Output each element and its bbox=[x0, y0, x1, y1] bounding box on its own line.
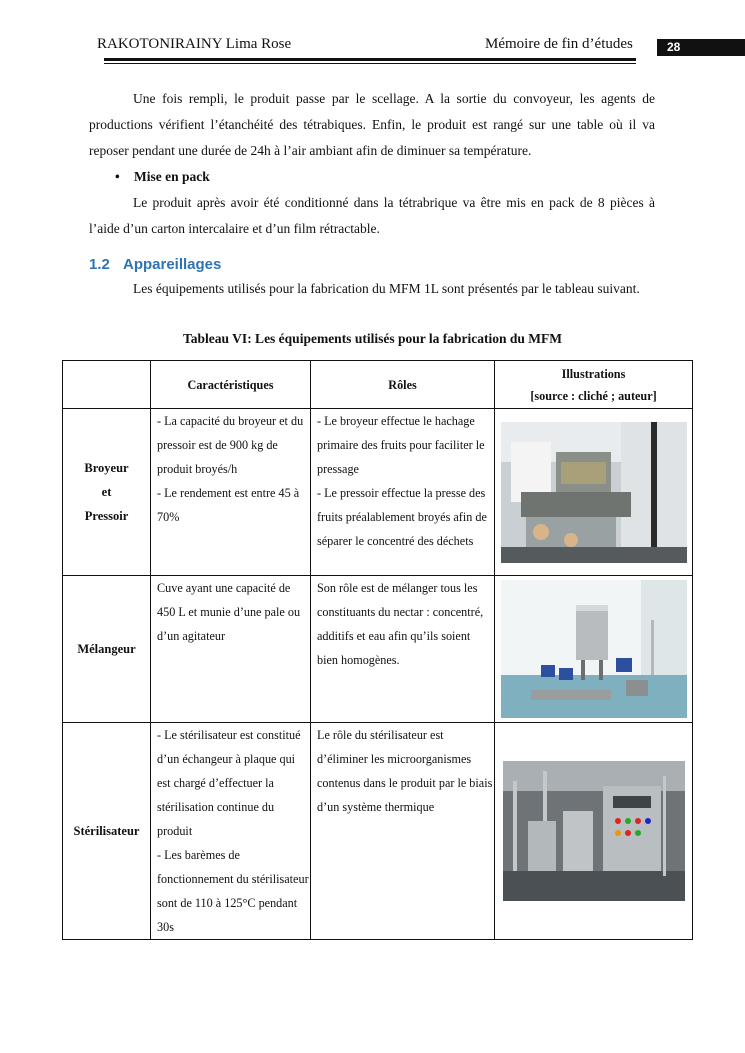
bullet-label: Mise en pack bbox=[134, 169, 210, 184]
bullet-dot: • bbox=[115, 169, 120, 184]
characteristics-item: - La capacité du broyeur et du pressoir est de 900 kg de produit broyés/h bbox=[157, 414, 304, 476]
bullet-mise-en-pack bbox=[115, 164, 210, 190]
row-name-line: et bbox=[101, 485, 112, 499]
roles-item: Son rôle est de mélanger tous les constituants du nectar : concentré, additifs et eau afin qu’ils soient bien homogènes. bbox=[317, 581, 484, 667]
illustration-cell-broyeur-pressoir bbox=[495, 409, 693, 576]
header-rule-thin bbox=[104, 63, 636, 64]
header-rule bbox=[104, 58, 636, 61]
characteristics-item: - Les barèmes de fonctionnement du stérilisateur sont de 110 à 125°C pendant 30s bbox=[157, 848, 309, 934]
paragraph-sealing: Une fois rempli, le produit passe par le scellage. A la sortie du convoyeur, les agents de productions vérifient l’étanchéité des tétrabiques. Enfin, le produit est rangé sur une table où il va reposer pendant une durée de 24h à l’air ambiant afin de diminuer sa température. bbox=[89, 91, 655, 158]
row-name-broyeur-pressoir bbox=[63, 409, 151, 576]
header-illustrations-label: Illustrations bbox=[561, 366, 626, 381]
characteristics-melangeur bbox=[151, 576, 311, 723]
section-number: 1.2 bbox=[89, 256, 110, 273]
page-number: 28 bbox=[657, 39, 745, 56]
section-title: Appareillages bbox=[123, 256, 222, 273]
row-name-sterilisateur bbox=[63, 723, 151, 940]
photo-sterilisateur bbox=[503, 761, 685, 901]
roles-sterilisateur bbox=[311, 723, 495, 940]
photo-melangeur bbox=[501, 580, 687, 718]
roles-melangeur bbox=[311, 576, 495, 723]
paragraph-packing: Le produit après avoir été conditionné dans la tétrabrique va être mis en pack de 8 pièces à l’aide d’un carton intercalaire et d’un film rétractable. bbox=[89, 195, 655, 236]
row-name-line: Stérilisateur bbox=[73, 824, 140, 838]
characteristics-item: - Le stérilisateur est constitué d’un échangeur à plaque qui est chargé d’effectuer la stérilisation continue du produit bbox=[157, 728, 301, 838]
header-illustrations bbox=[495, 361, 693, 409]
roles-item: Le rôle du stérilisateur est d’éliminer les microorganismes contenus dans le produit par le biais d’un système thermique bbox=[317, 728, 493, 814]
row-name-melangeur bbox=[63, 576, 151, 723]
row-name-line: Mélangeur bbox=[77, 642, 136, 656]
table-caption: Tableau VI: Les équipements utilisés pour la fabrication du MFM bbox=[183, 331, 562, 346]
characteristics-item: Cuve ayant une capacité de 450 L et munie d’une pale ou d’un agitateur bbox=[157, 581, 301, 643]
section-heading bbox=[89, 256, 221, 273]
paragraph-equipment-intro: Les équipements utilisés pour la fabrication du MFM 1L sont présentés par le tableau suivant. bbox=[133, 281, 640, 296]
characteristics-item: - Le rendement est entre 45 à 70% bbox=[157, 486, 300, 524]
characteristics-sterilisateur bbox=[151, 723, 311, 940]
roles-broyeur-pressoir bbox=[311, 409, 495, 576]
row-name-line: Pressoir bbox=[84, 509, 129, 523]
header-empty-cell bbox=[63, 361, 151, 409]
illustration-cell-melangeur bbox=[495, 576, 693, 723]
roles-item: - Le broyeur effectue le hachage primaire des fruits pour faciliter le pressage bbox=[317, 414, 485, 476]
illustration-cell-sterilisateur bbox=[495, 723, 693, 940]
header-roles: Rôles bbox=[311, 361, 495, 409]
header-characteristics: Caractéristiques bbox=[151, 361, 311, 409]
characteristics-broyeur-pressoir bbox=[151, 409, 311, 576]
header-author: RAKOTONIRAINY Lima Rose bbox=[97, 36, 292, 52]
row-name-line: Broyeur bbox=[84, 461, 129, 475]
roles-item: - Le pressoir effectue la presse des fruits préalablement broyés afin de séparer le concentré des déchets bbox=[317, 486, 487, 548]
equipment-table bbox=[62, 360, 693, 940]
header-source: [source : cliché ; auteur] bbox=[530, 388, 657, 403]
header-title: Mémoire de fin d’études bbox=[485, 36, 633, 52]
photo-broyeur-pressoir bbox=[501, 422, 687, 563]
